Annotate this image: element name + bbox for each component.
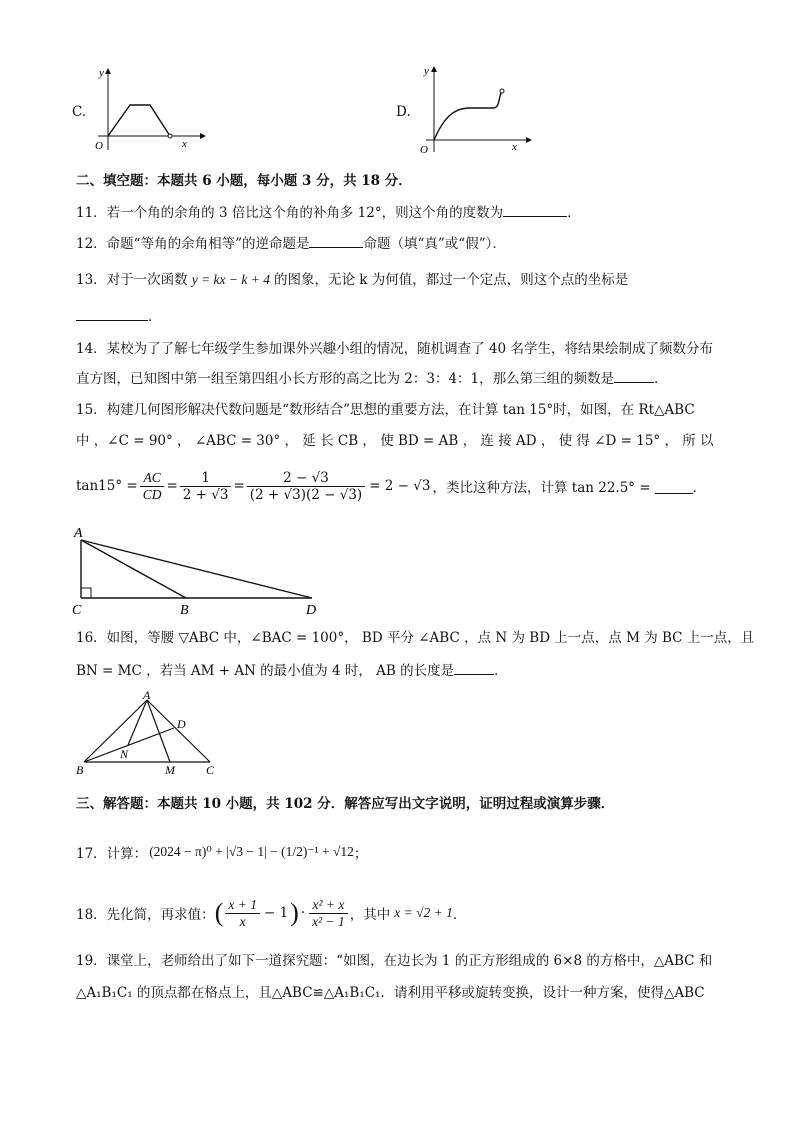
option-d-label: D.	[396, 104, 411, 120]
point-m-label: M	[165, 763, 175, 777]
q15-triangle-figure	[70, 522, 330, 616]
question-13	[76, 270, 628, 290]
origin-label: O	[95, 140, 103, 152]
q15-tail: ，类比这种方法，计算 tan 22.5° =	[432, 480, 651, 496]
vertex-b-label: B	[76, 763, 84, 777]
q14-end: ．	[654, 371, 668, 387]
question-15-line2: 中 ，∠C = 90° ， ∠ABC = 30° ， 延 长 CB ， 使 BD = AB ， 连 接 AD ， 使 得 ∠D = 15° ， 所 以	[76, 433, 714, 449]
segment-ab	[81, 540, 186, 598]
vertex-c-label: C	[72, 603, 82, 616]
question-19-line2: △A₁B₁C₁ 的顶点都在格点上，且△ABC≌△A₁B₁C₁．请利用平移或旋转变换，设计一种方案，使得△ABC	[76, 985, 705, 1001]
segment-ad	[81, 540, 312, 598]
q16-answer-blank[interactable]	[454, 660, 494, 675]
q15-f1-num: AC	[140, 470, 165, 487]
segment-ac	[147, 700, 210, 762]
q13-text-2: 的图象，无论 k 为何值，都过一个定点，则这个点的坐标是	[274, 272, 629, 288]
q18-fraction-2: $\frac{\text{x² + x}}{\text{x² − 1}}$	[309, 897, 348, 930]
q15-lhs: tan15° =	[76, 478, 138, 494]
q17-expression: (2024 − π)⁰ + |√3 − 1| − (1/2)⁻¹ + √12	[149, 844, 354, 859]
q15-rhs: = 2 − √3	[369, 478, 431, 494]
segment-bd	[84, 728, 174, 762]
q15-f2-den: 2 + √3	[182, 486, 229, 503]
option-c	[70, 64, 210, 156]
question-15-line1: 15．构建几何图形解决代数问题是“数形结合”思想的重要方法，在计算 tan 15°时，如图，在 Rt△ABC	[76, 402, 695, 418]
question-14-line1: 14．某校为了了解七年级学生参加课外兴趣小组的情况，随机调查了 40 名学生，将结果绘制成了频数分布	[76, 341, 713, 357]
question-16-line2	[76, 660, 508, 681]
vertex-a-label: A	[74, 526, 83, 541]
end-point	[168, 134, 172, 138]
q12-end: 命题（填“真”或“假”）．	[363, 236, 506, 252]
x-axis-arrow	[200, 133, 206, 139]
vertex-b-label: B	[180, 603, 189, 616]
vertex-d-label: D	[306, 603, 317, 616]
q15-f3-num: 2 − √3	[247, 470, 365, 487]
x-axis-label: x	[182, 138, 187, 150]
q12-answer-blank[interactable]	[309, 233, 363, 248]
q15-f3-den: (2 + √3)(2 − √3)	[249, 486, 363, 503]
q17-end: ；	[353, 846, 368, 862]
question-11	[76, 202, 581, 223]
option-c-label: C.	[72, 104, 87, 120]
section3-heading: 三、解答题：本题共 10 小题，共 102 分．解答应写出文字说明，证明过程或演算步骤．	[76, 796, 615, 812]
vertex-c-label: C	[206, 763, 215, 777]
section2-heading: 二、填空题：本题共 6 小题，每小题 3 分，共 18 分．	[76, 173, 412, 189]
segment-ab	[84, 700, 147, 762]
end-point	[500, 89, 504, 93]
q15-f1-den: CD	[142, 486, 162, 502]
q15-fraction-3	[247, 470, 365, 503]
point-d-label: D	[177, 717, 186, 731]
y-axis-label: y	[99, 67, 104, 79]
q16-text: BN = MC ，若当 AM + AN 的最小值为 4 时， AB 的长度是	[76, 663, 455, 679]
q11-text: 11．若一个角的余角的 3 倍比这个角的补角多 12°，则这个角的度数为	[76, 205, 504, 221]
trapezoid-curve	[108, 105, 170, 136]
q11-answer-blank[interactable]	[503, 202, 567, 217]
q15-fraction-2	[180, 470, 232, 503]
point-n-label: N	[120, 747, 129, 761]
x-axis-label: x	[512, 141, 517, 153]
q13-end: ．	[148, 309, 162, 325]
question-18: 18．先化简，再求值： ( $\frac{x + 1}{x}$ − 1 ) · $\frac{\text{x² + x}}{\text{x² − 1}}$ ，其中 x = √2 + 1 ．	[76, 896, 467, 929]
q18-end: ．	[452, 907, 467, 923]
q12-text: 12．命题“等角的余角相等”的逆命题是	[76, 236, 310, 252]
q15-end: ．	[692, 480, 707, 496]
x-axis-arrow	[526, 137, 532, 143]
q18-value: x = √2 + 1	[394, 905, 453, 920]
y-axis-arrow	[431, 66, 437, 72]
q15-answer-blank[interactable]	[655, 479, 693, 494]
q16-end: ．	[494, 663, 508, 679]
question-17	[76, 832, 367, 872]
question-13-cont	[76, 306, 162, 327]
option-d	[396, 62, 536, 156]
question-15-formula: tan15° = $\frac{AC}{CD}$ = $\frac{1}{2 + √3}$ = $\frac{2 - √3}{(2 + √3)(2 - √3)}$ = 2 − √3 ，类比这种方法，计算 tan 22.5° = ．	[76, 469, 707, 503]
q18-fraction-1: $\frac{x + 1}{x}$	[225, 897, 260, 930]
q13-answer-blank[interactable]	[76, 306, 148, 321]
q13-formula: y = kx − k + 4	[191, 272, 270, 287]
q16-triangle-figure	[72, 688, 222, 778]
question-14-line2	[76, 368, 668, 389]
q13-text: 13．对于一次函数	[76, 272, 188, 288]
q18-text: 18．先化简，再求值：	[76, 907, 215, 923]
y-axis-label: y	[424, 65, 429, 77]
q15-fraction-1	[140, 470, 165, 503]
q15-f2-num: 1	[180, 470, 232, 487]
q14-text: 直方图，已知图中第一组至第四组小长方形的高之比为 2：3：4：1，那么第三组的频数是	[76, 371, 615, 387]
q14-answer-blank[interactable]	[614, 368, 654, 383]
question-12	[76, 233, 506, 254]
y-axis-arrow	[105, 68, 111, 74]
option-d-graph	[420, 62, 536, 156]
s-curve	[434, 91, 502, 140]
question-19-line1: 19．课堂上，老师给出了如下一道探究题：“如图，在边长为 1 的正方形组成的 6×8 的方格中，△ABC 和	[76, 953, 713, 969]
right-angle-mark	[81, 588, 91, 598]
option-c-graph	[92, 64, 210, 156]
question-16-line1: 16．如图，等腰 ▽ABC 中，∠BAC = 100°， BD 平分 ∠ABC ，点 N 为 BD 上一点，点 M 为 BC 上一点，且	[76, 630, 755, 646]
q18-mid: ，其中	[349, 907, 391, 923]
vertex-a-label: A	[143, 688, 151, 702]
origin-label: O	[420, 144, 428, 156]
segment-an	[128, 700, 147, 745]
q11-end: ．	[567, 205, 581, 221]
q17-text: 17．计算：	[76, 846, 148, 862]
